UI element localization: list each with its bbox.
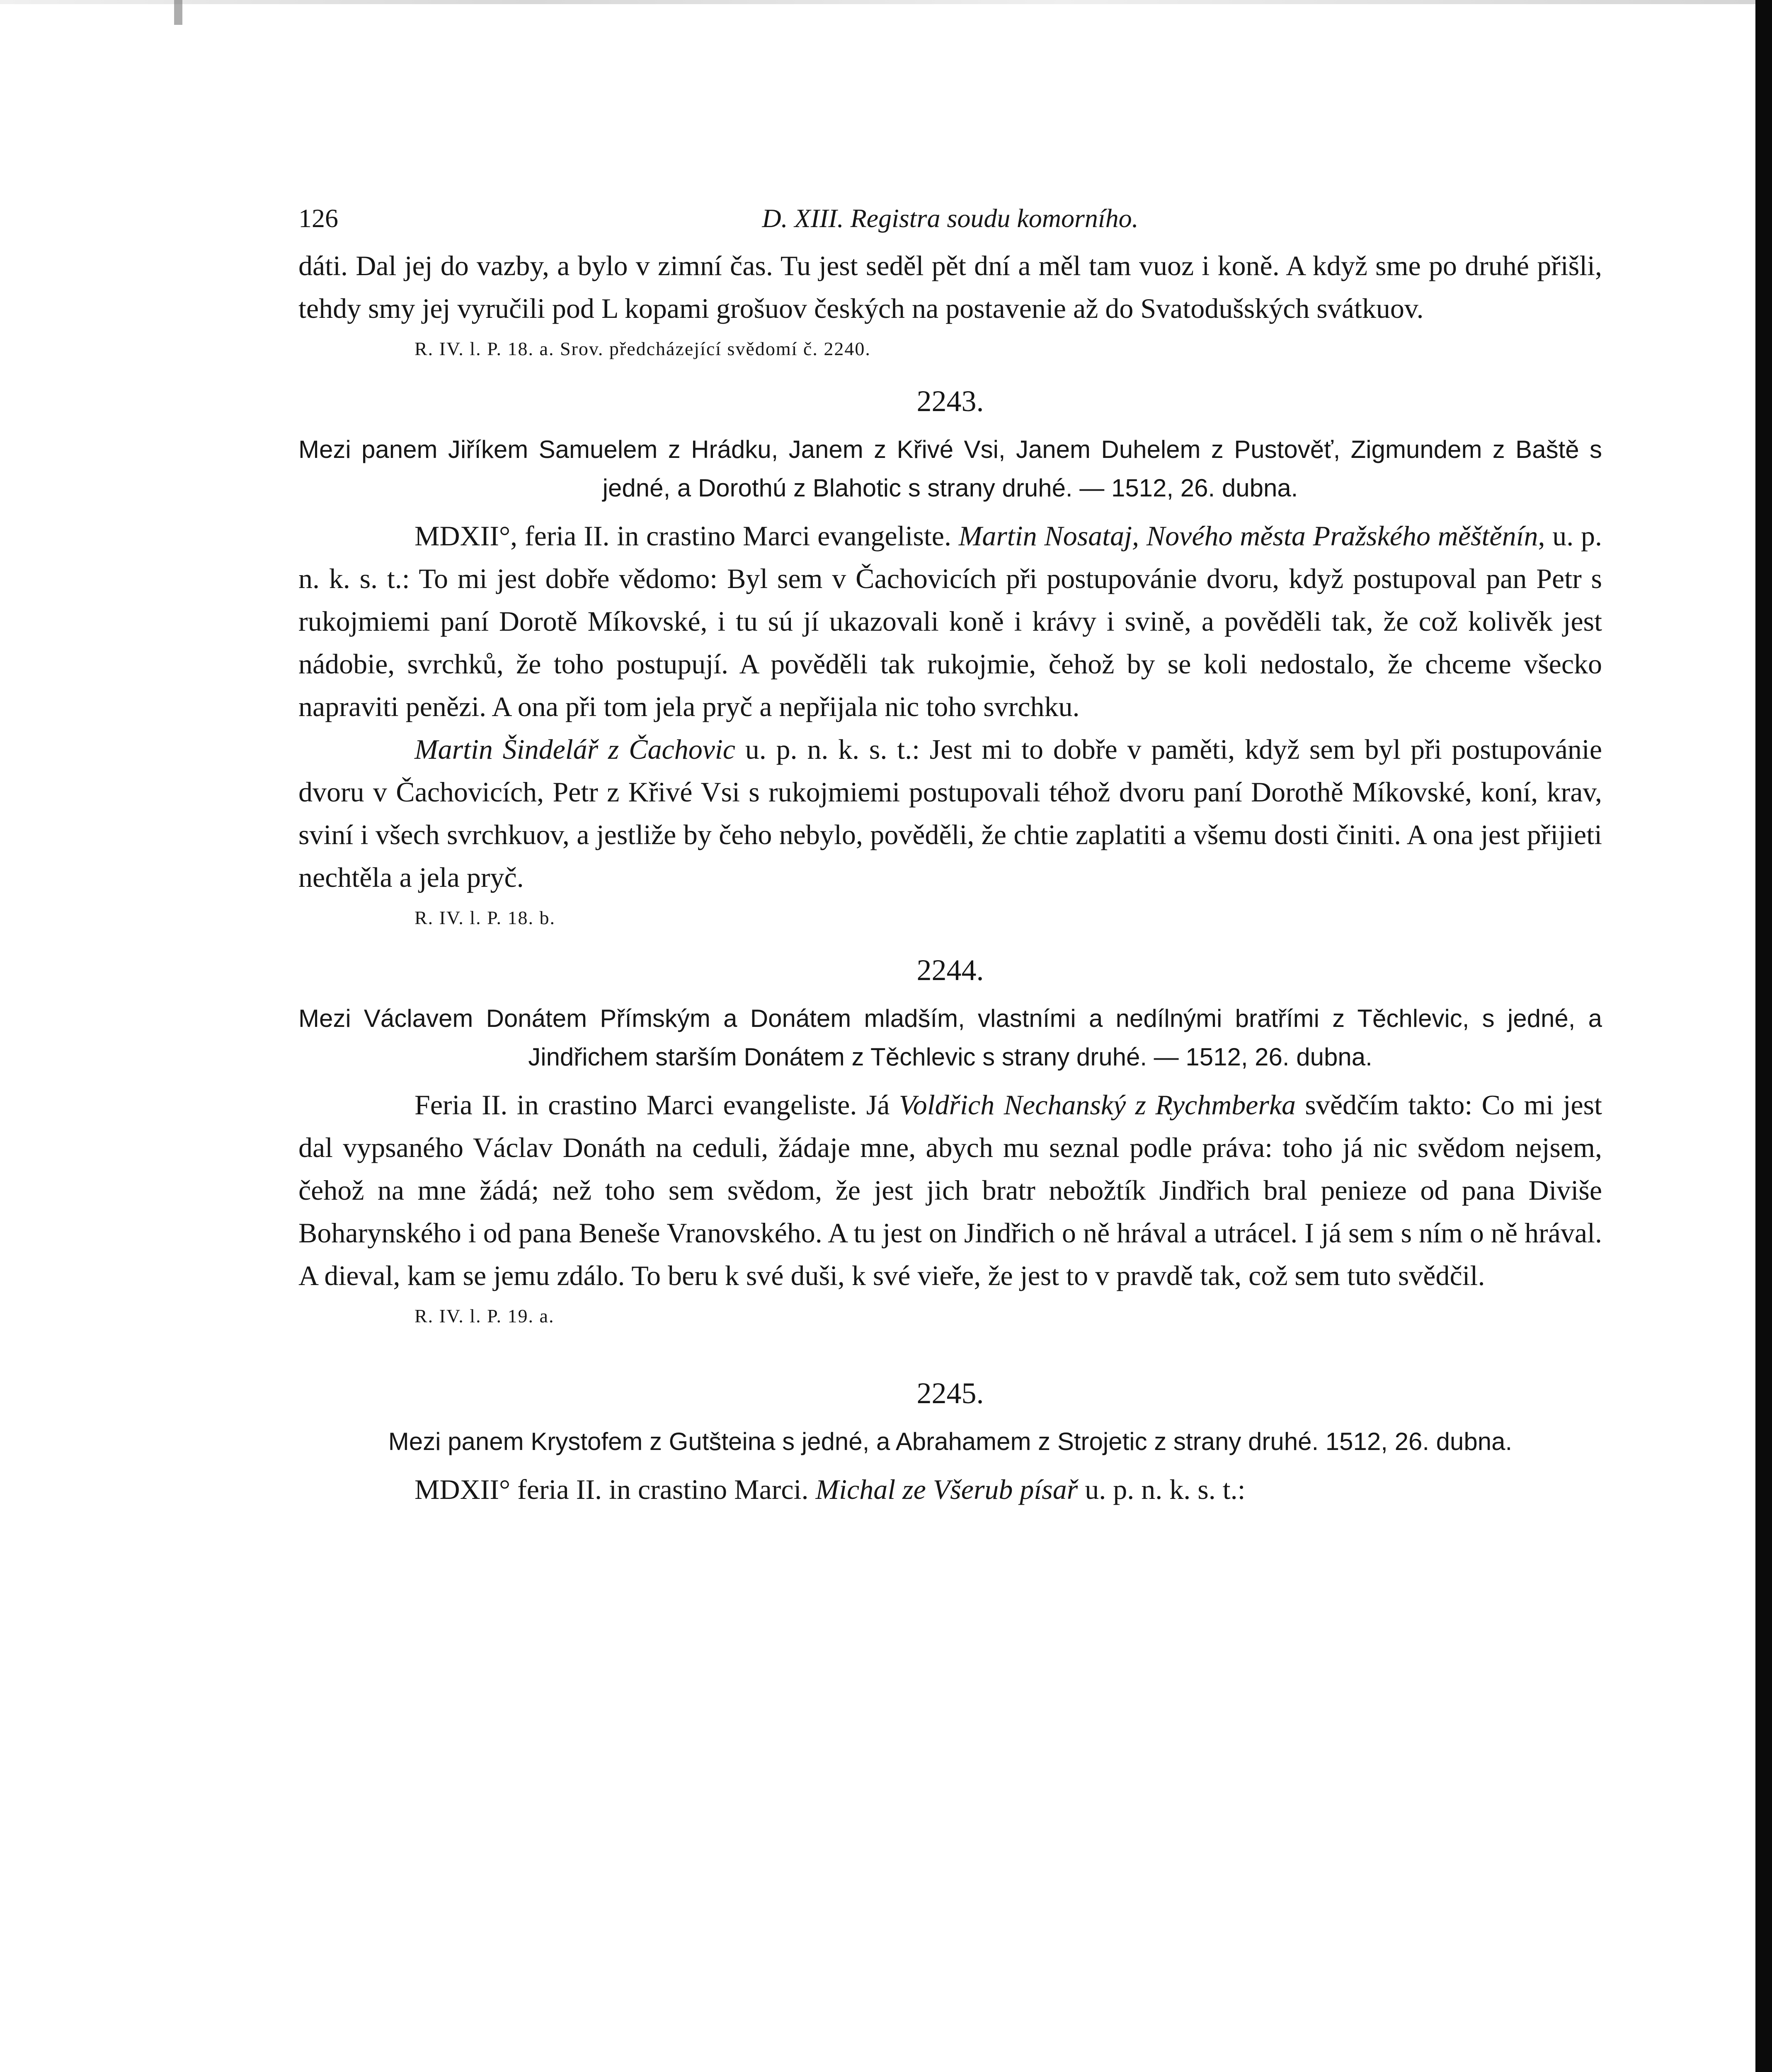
testimony-paragraph [298,1468,1602,1511]
entry-number-2243: 2243. [916,385,984,418]
witness-name: Martin Nosataj, Nového města Pražského měštěnín [958,520,1538,552]
witness-name: Voldřich Nechanský z Rychmberka [899,1089,1296,1121]
scan-corner-mark [174,0,182,25]
testimony-paragraph [298,728,1602,899]
paragraph-lead: MDXII° feria II. in crastino Marci. [415,1474,816,1505]
reference-note: R. IV. l. P. 18. b. [415,907,556,928]
testimony-paragraph [298,1084,1602,1297]
entry-summary-2244: Mezi Václavem Donátem Přímským a Donátem mladším, vlastními a nedílnými bratřími z Těchlevic, s jedné, a Jindřichem starším Donátem z Těchlevic s strany druhé. — 1512, 26. dubna. [298,1005,1602,1071]
reference-note: R. IV. l. P. 19. a. [415,1305,555,1326]
scan-top-edge [0,0,1772,4]
entry-number-2245: 2245. [916,1377,984,1410]
page [298,195,1602,1511]
paragraph-lead: MDXII°, feria II. in crastino Marci evangeliste. [415,520,959,552]
paragraph-text: svědčím takto: Co mi jest dal vypsaného Václav Donáth na ceduli, žádaje mne, abych mu seznal podle práva: toho já nic svědom nejsem, čehož na mne žádá; než toho sem svědom, že jest jich bratr nebožtík Jindřich bral penieze od pana Diviše Boharynského i od pana Beneše Vranovského. A tu jest on Jindřich o ně hrával a utrácel. I já sem s ním o ně hrával. A dieval, kam se jemu zdálo. To beru k své duši, k své vieře, že jest to v pravdě tak, což sem tuto svědčil. [298,1089,1602,1291]
witness-name: Martin Šindelář z Čachovic [415,733,735,765]
entry-summary-2245: Mezi panem Krystofem z Gutšteina s jedné, a Abrahamem z Strojetic z strany druhé. 1512, 26. dubna. [388,1428,1513,1455]
entry-summary-2243: Mezi panem Jiříkem Samuelem z Hrádku, Janem z Křivé Vsi, Janem Duhelem z Pustověť, Zigmundem z Baště s jedné, a Dorothú z Blahotic s strany druhé. — 1512, 26. dubna. [298,436,1602,502]
paragraph-text: u. p. n. k. s. t.: [1078,1474,1246,1505]
paragraph-text: u. p. n. k. s. t.: Jest mi to dobře v paměti, když sem byl při postupovánie dvoru v Čachovicích, Petr z Křivé Vsi s rukojmiemi postupovali téhož dvoru paní Dorothě Míkovské, koní, krav, sviní i všech svrchkuov, a jestliže by čeho nebylo, pověděli, že chtie zaplatiti a všemu dosti činiti. A ona jest přijieti nechtěla a jela pryč. [298,733,1602,893]
page-number: 126 [298,203,338,233]
entry-number-2244: 2244. [916,954,984,987]
witness-name: Michal ze Všerub písař [815,1474,1078,1505]
scan-right-border [1755,0,1772,2072]
paragraph-text: , u. p. n. k. s. t.: To mi jest dobře vědomo: Byl sem v Čachovicích při postupovánie dvoru, když postupoval pan Petr s rukojmiemi paní Dorotě Míkovské, i tu sú jí ukazovali koně i krávy i svině, a pověděli tak, že což kolivěk jest nádobie, svrchků, že toho postupují. A pověděli tak rukojmie, čehož by se koli nedostalo, že chceme všecko napraviti penězi. A ona při tom jela pryč a nepřijala nic toho svrchku. [298,520,1602,722]
continuation-paragraph: dáti. Dal jej do vazby, a bylo v zimní čas. Tu jest seděl pět dní a měl tam vuoz i koně. A když sme po druhé přišli, tehdy smy jej vyručili pod L kopami grošuov českých na postavenie až do Svatodušských svátkuov. [298,250,1602,324]
reference-note: R. IV. l. P. 18. a. Srov. předcházející svědomí č. 2240. [415,338,871,359]
testimony-paragraph [298,515,1602,728]
paragraph-lead: Feria II. in crastino Marci evangeliste. Já [415,1089,899,1121]
running-title: D. XIII. Registra soudu komorního. [762,203,1139,233]
page-header [298,195,1602,244]
